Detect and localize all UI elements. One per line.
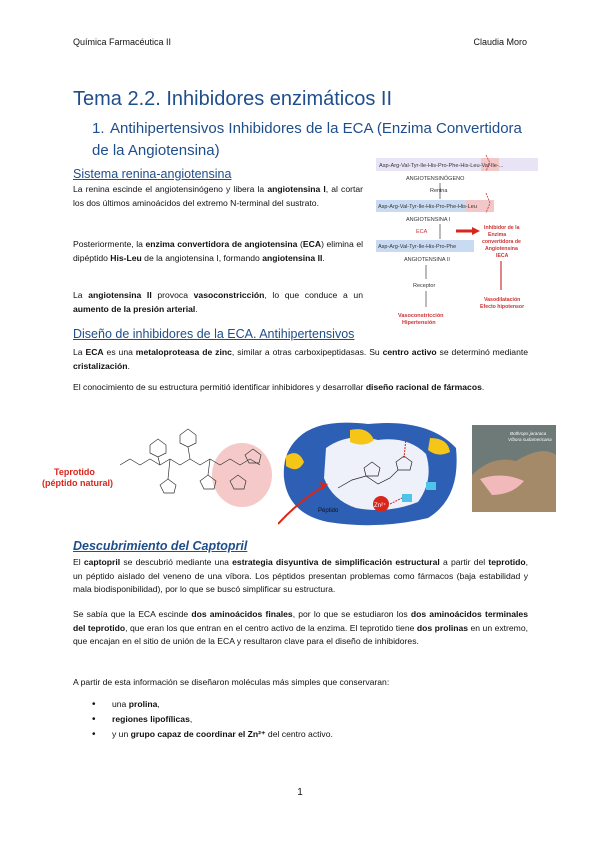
subtitle-number: 1.	[92, 120, 105, 137]
text-run: , que eran los que entran en el centro activo de la enzima. El teprotido tiene	[125, 622, 417, 633]
emphasis: dos aminoácidos terminales del teprotido	[73, 609, 528, 633]
section-heading-diseno: Diseño de inhibidores de la ECA. Antihipertensivos	[73, 327, 355, 341]
emphasis: His-Leu	[110, 252, 142, 263]
text-run: La renina escinde el angiotensinógeno y libera la	[73, 184, 268, 194]
snake-caption: Bothrops jararaca Víbora sudamericana	[508, 431, 552, 442]
emphasis: diseño racional de fármacos	[365, 382, 482, 392]
text-run: .	[481, 382, 485, 392]
emphasis: teprotido	[488, 557, 526, 567]
emphasis: angiotensina II	[262, 252, 323, 263]
emphasis: angiotensina II	[88, 290, 152, 300]
snake-photo	[472, 425, 556, 512]
paragraph-moleculas: A partir de esta información se diseñaron moléculas más simples que conservaran:	[73, 677, 390, 687]
inhibidor-label: Inhibidor de la Enzima convertidora de Angiotensina IECA	[482, 225, 521, 259]
text-run: , similar a otras carboxipeptidasas. Su	[231, 347, 383, 357]
emphasis: captopril	[83, 557, 121, 567]
binding-site	[402, 494, 412, 502]
page-title: Tema 2.2. Inhibidores enzimáticos II	[73, 88, 393, 110]
emphasis: angiotensina I	[267, 184, 326, 194]
requirements-list	[92, 697, 522, 742]
header-right: Claudia Moro	[473, 37, 527, 47]
text-run: .	[195, 303, 198, 314]
list-item	[92, 697, 522, 712]
emphasis: grupo capaz de coordinar el Zn²⁺	[130, 729, 266, 739]
text-run: El	[73, 557, 84, 567]
text-run: El conocimiento de su estructura permitió identificar inhibidores y desarrollar	[73, 382, 366, 392]
paragraph-estructura	[73, 381, 528, 395]
text-run: una	[112, 699, 129, 709]
vasodilatacion-label: Vasodilatación Efecto hipotensor	[480, 297, 525, 310]
angiotensinogeno-label: ANGIOTENSINÓGENO	[406, 176, 465, 182]
zinc-label: Zn²⁺	[374, 503, 387, 509]
teprotido-label: Teprotido (péptido natural)	[42, 467, 113, 488]
text-run: (	[297, 239, 303, 249]
text-run: , un péptido aislado del veneno de una víbora. Los péptidos presentan problemas como fármacos (baja estabilidad y mala biodisponibilidad), por lo que se buscó simplificar su estructura.	[73, 557, 529, 594]
text-run: La	[73, 347, 86, 357]
emphasis: dos aminoácidos finales	[191, 609, 293, 619]
emphasis: cristalización	[73, 360, 128, 371]
seq1-text: Asp-Arg-Val-Tyr-Ile-His-Pro-Phe-His-Leu-Val-Ile-...	[379, 163, 504, 169]
emphasis: centro activo	[382, 347, 437, 357]
vasoconstriccion-label: Vasoconstricción Hipertensión	[398, 313, 444, 326]
text-run: provoca	[151, 290, 194, 300]
text-run: .	[127, 360, 130, 371]
emphasis: ECA	[85, 347, 104, 357]
eca-label: ECA	[416, 229, 428, 235]
emphasis: regiones lipofílicas	[112, 714, 190, 724]
text-run: en un extremo, que encajan en el sitio de unión de la ECA y resultaron clave para el diseño de inhibidores.	[73, 622, 528, 646]
text-run: , lo que conduce a un	[264, 290, 363, 300]
header-left: Química Farmacéutica II	[73, 37, 172, 47]
emphasis: metaloproteasa de zinc	[135, 347, 232, 357]
binding-site-2	[426, 482, 436, 490]
emphasis: vasoconstricción	[193, 290, 265, 300]
renin-angiotensin-diagram	[368, 155, 540, 333]
paragraph-renina	[73, 183, 363, 210]
text-run: Posteriormente, la	[73, 239, 146, 249]
inhibition-arrowhead	[472, 227, 480, 235]
seq2-text: Asp-Arg-Val-Tyr-Ile-His-Pro-Phe-His-Leu	[378, 204, 477, 210]
text-run: de la angiotensina I, formando	[141, 252, 263, 263]
list-item	[92, 727, 522, 742]
text-run: ,	[157, 699, 160, 709]
text-run: del centro activo.	[265, 729, 333, 739]
text-run: La	[73, 290, 89, 300]
text-run: , por lo que se estudiaron los	[292, 609, 411, 619]
page-number: 1	[297, 787, 303, 798]
emphasis: enzima convertidora de angiotensina	[145, 239, 298, 249]
paragraph-captopril	[73, 556, 528, 597]
emphasis: ECA	[302, 239, 322, 249]
emphasis: aumento de la presión arterial	[73, 303, 196, 314]
list-item	[92, 712, 522, 727]
emphasis: estrategia disyuntiva de simplificación estructural	[232, 557, 440, 567]
teprotido-structure	[40, 425, 280, 525]
eca-active-site	[278, 418, 461, 528]
paragraph-aminoacidos	[73, 608, 528, 649]
proline-highlight	[212, 443, 272, 507]
text-run: es una	[103, 347, 136, 357]
emphasis: prolina	[128, 699, 158, 709]
text-run: ,	[189, 714, 193, 724]
seq3-text: Asp-Arg-Val-Tyr-Ile-His-Pro-Phe	[378, 244, 457, 250]
receptor-label: Receptor	[413, 283, 436, 289]
text-run: Se sabía que la ECA escinde	[73, 609, 192, 619]
text-run: , al cortar los dos últimos aminoácidos del extremo N-terminal del sustrato.	[73, 184, 364, 208]
subtitle-text: Antihipertensivos Inhibidores de la ECA (Enzima Convertidora de la Angiotensina)	[92, 120, 522, 159]
angiotensina-ii-label: ANGIOTENSINA II	[404, 257, 450, 263]
text-run: a partir del	[439, 557, 489, 567]
paragraph-eca	[73, 238, 363, 265]
angiotensina-i-label: ANGIOTENSINA I	[406, 217, 451, 223]
text-run: y un	[112, 729, 131, 739]
text-run: ) elimina el dipéptido	[73, 239, 364, 263]
peptido-label: Péptido	[318, 508, 339, 514]
emphasis: dos prolinas	[416, 622, 469, 633]
section-heading-captopril: Descubrimiento del Captopril	[73, 539, 248, 553]
text-run: .	[322, 252, 325, 263]
section-heading-renina: Sistema renina-angiotensina	[73, 167, 232, 181]
paragraph-angiotensina-ii	[73, 289, 363, 316]
text-run: se determinó mediante	[436, 347, 529, 357]
paragraph-metaloproteasa	[73, 346, 528, 373]
text-run: se descubrió mediante una	[120, 557, 233, 567]
renina-label: Renina	[430, 188, 448, 194]
